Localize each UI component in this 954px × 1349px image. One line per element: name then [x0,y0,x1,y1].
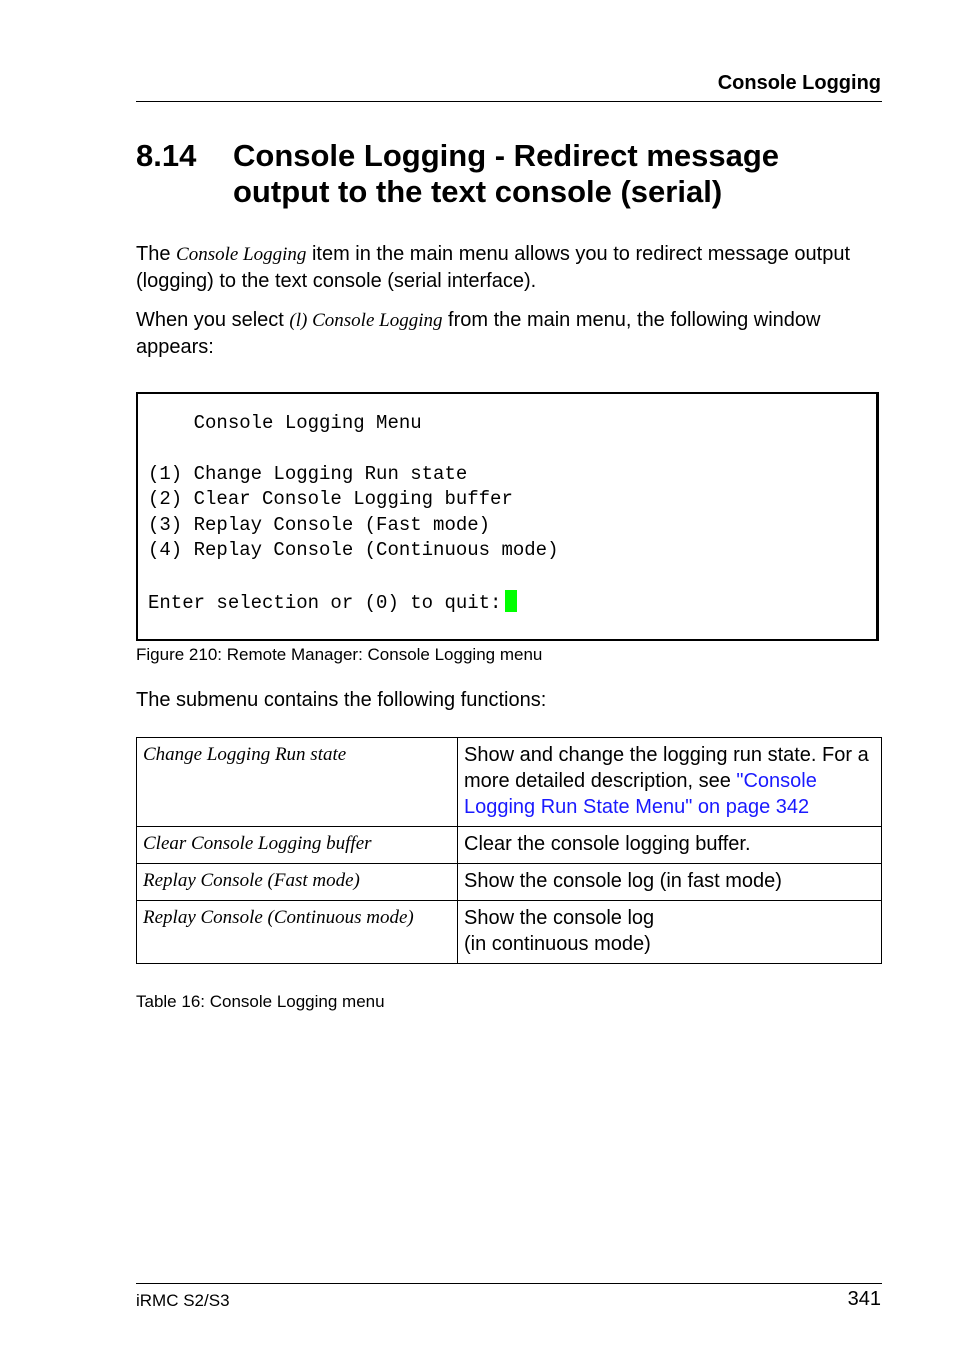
console-window-figure [136,392,879,641]
menu-item-reference: (l) Console Logging [289,310,443,331]
console-menu-item: (1) Change Logging Run state [148,463,468,485]
cross-reference-link[interactable]: "Console Logging Run State Menu" on page 342 [464,770,817,818]
running-header: Console Logging [717,72,881,94]
text-run: The [136,243,177,265]
text-cursor [505,590,517,612]
text-run: from the main menu, the following window appears: [136,309,821,358]
functions-table [136,737,882,964]
text-run: (in continuous mode) [464,933,651,955]
section-heading [136,138,882,210]
console-menu-item: (4) Replay Console (Continuous mode) [148,539,559,561]
function-description: Clear the console logging buffer. [458,827,882,864]
function-description [458,738,882,827]
console-title: Console Logging Menu [148,412,422,434]
text-run: Show the console log [464,907,655,929]
header-rule [136,101,882,102]
menu-item-reference: Console Logging [176,244,307,265]
console-prompt: Enter selection or (0) to quit: [148,592,502,614]
submenu-intro: The submenu contains the following functions: [136,689,547,711]
footer-product: iRMC S2/S3 [136,1291,230,1310]
footer-rule [136,1283,882,1284]
figure-caption: Figure 210: Remote Manager: Console Logging menu [136,645,543,664]
function-description [458,901,882,964]
text-run: When you select [136,309,290,331]
console-menu-item: (2) Clear Console Logging buffer [148,488,513,510]
function-name: Clear Console Logging buffer [137,827,458,864]
function-name: Replay Console (Fast mode) [137,864,458,901]
function-name: Change Logging Run state [137,738,458,827]
text-run: item in the main menu allows you to redirect message output (logging) to the text console (serial interface). [136,243,851,292]
table-row [137,901,882,964]
table-caption: Table 16: Console Logging menu [136,992,385,1011]
function-description: Show the console log (in fast mode) [458,864,882,901]
function-name: Replay Console (Continuous mode) [137,901,458,964]
table-row [137,738,882,827]
intro-paragraph [136,241,882,294]
table-row [137,864,882,901]
console-prompt-line [148,590,517,614]
section-number: 8.14 [136,138,197,173]
console-menu-item: (3) Replay Console (Fast mode) [148,514,491,536]
page-number: 341 [847,1288,881,1310]
text-run: Show and change the logging run state. For a more detailed description, see [464,744,869,792]
select-paragraph [136,307,882,360]
table-row [137,827,882,864]
section-title: Console Logging - Redirect message output to the text console (serial) [233,138,780,209]
